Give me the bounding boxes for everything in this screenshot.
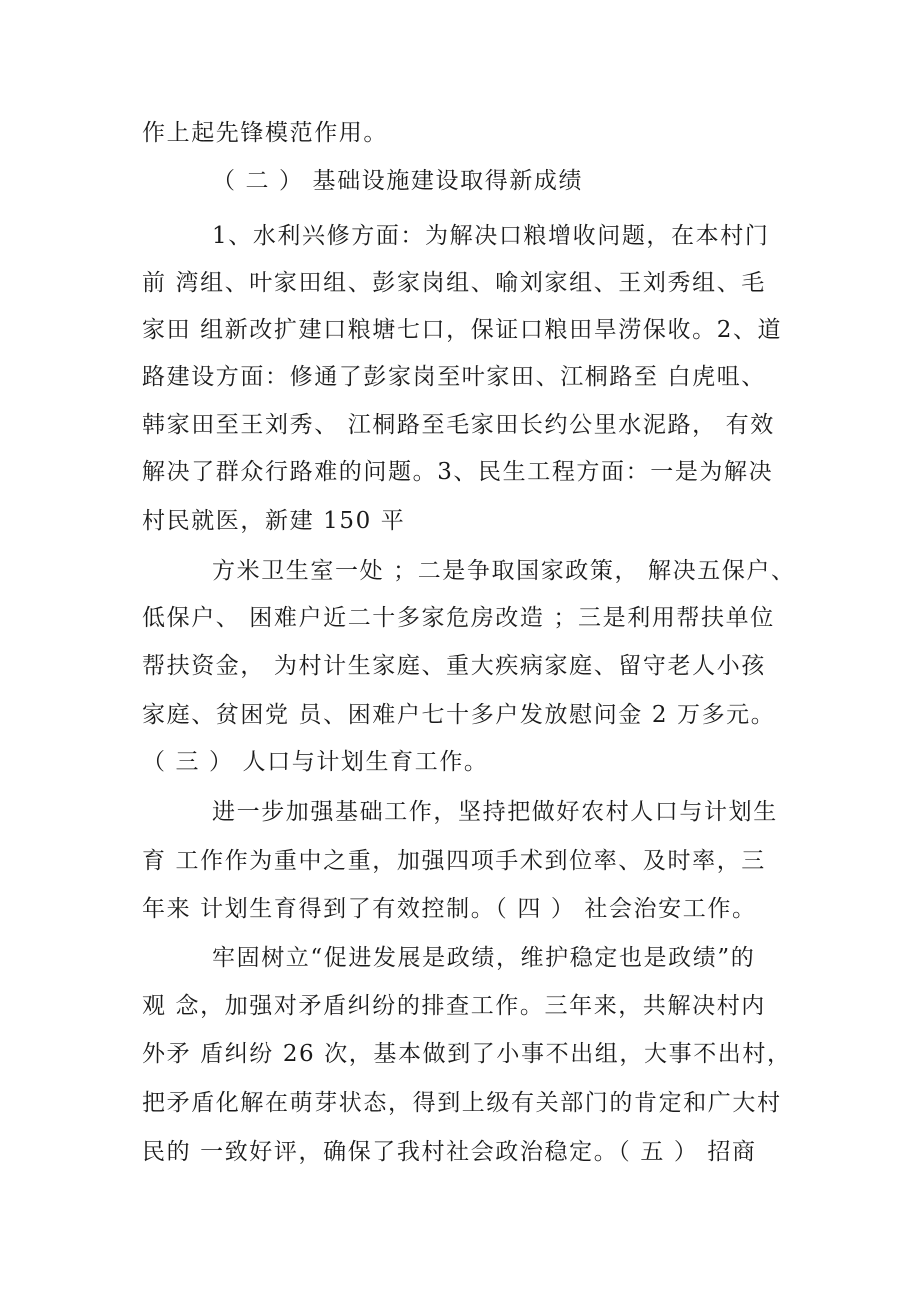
text-line: 观 念，加强对矛盾纠纷的排查工作。三年来，共解决村内 — [142, 993, 766, 1019]
text-line: 韩家田至王刘秀、 江桐路至毛家田长约公里水泥路， 有效 — [142, 412, 775, 438]
text-line: 解决了群众行路难的问题。3、民生工程方面：一是为解决 — [142, 459, 774, 485]
text-line: 外矛 盾纠纷 26 次，基本做到了小事不出组，大事不出村， — [142, 1041, 792, 1067]
text-line: 家田 组新改扩建口粮塘七口，保证口粮田旱涝保收。2、道 — [142, 317, 783, 343]
text-line: 把矛盾化解在萌芽状态，得到上级有关部门的肯定和广大村 — [142, 1090, 782, 1116]
text-line: 低保户、 困难户近二十多家危房改造 ；三是利用帮扶单位 — [142, 605, 775, 631]
text-line: 1、水利兴修方面：为解决口粮增收问题，在本村门 — [212, 223, 770, 249]
text-line: 家庭、贫困党 员、困难户七十多户发放慰问金 2 万多元。 — [142, 702, 776, 728]
text-line: 年来 计划生育得到了有效控制。（ 四 ） 社会治安工作。 — [142, 896, 757, 922]
text-line: 村民就医，新建 150 平 — [142, 508, 406, 534]
text-line: 牢固树立“促进发展是政绩，维护稳定也是政绩”的 — [212, 945, 756, 971]
section-heading: （ 二 ） 基础设施建设取得新成绩 — [212, 168, 584, 194]
text-line: 帮扶资金， 为村计生家庭、重大疾病家庭、留守老人小孩 — [142, 653, 766, 679]
text-line: 作上起先锋模范作用。 — [142, 120, 388, 146]
section-heading: （ 三 ） 人口与计划生育工作。 — [142, 749, 489, 775]
text-line: 方米卫生室一处 ；二是争取国家政策， 解决五保户、 — [212, 558, 796, 584]
text-line: 育 工作作为重中之重，加强四项手术到位率、及时率，三 — [142, 848, 766, 874]
text-line: 路建设方面：修通了彭家岗至叶家田、江桐路至 白虎咀、 — [142, 364, 766, 390]
text-line: 进一步加强基础工作，坚持把做好农村人口与计划生 — [212, 799, 778, 825]
text-line: 民的 一致好评，确保了我村社会政治稳定。（ 五 ） 招商 — [142, 1139, 757, 1165]
text-line: 前 湾组、叶家田组、彭家岗组、喻刘家组、王刘秀组、毛 — [142, 270, 766, 296]
